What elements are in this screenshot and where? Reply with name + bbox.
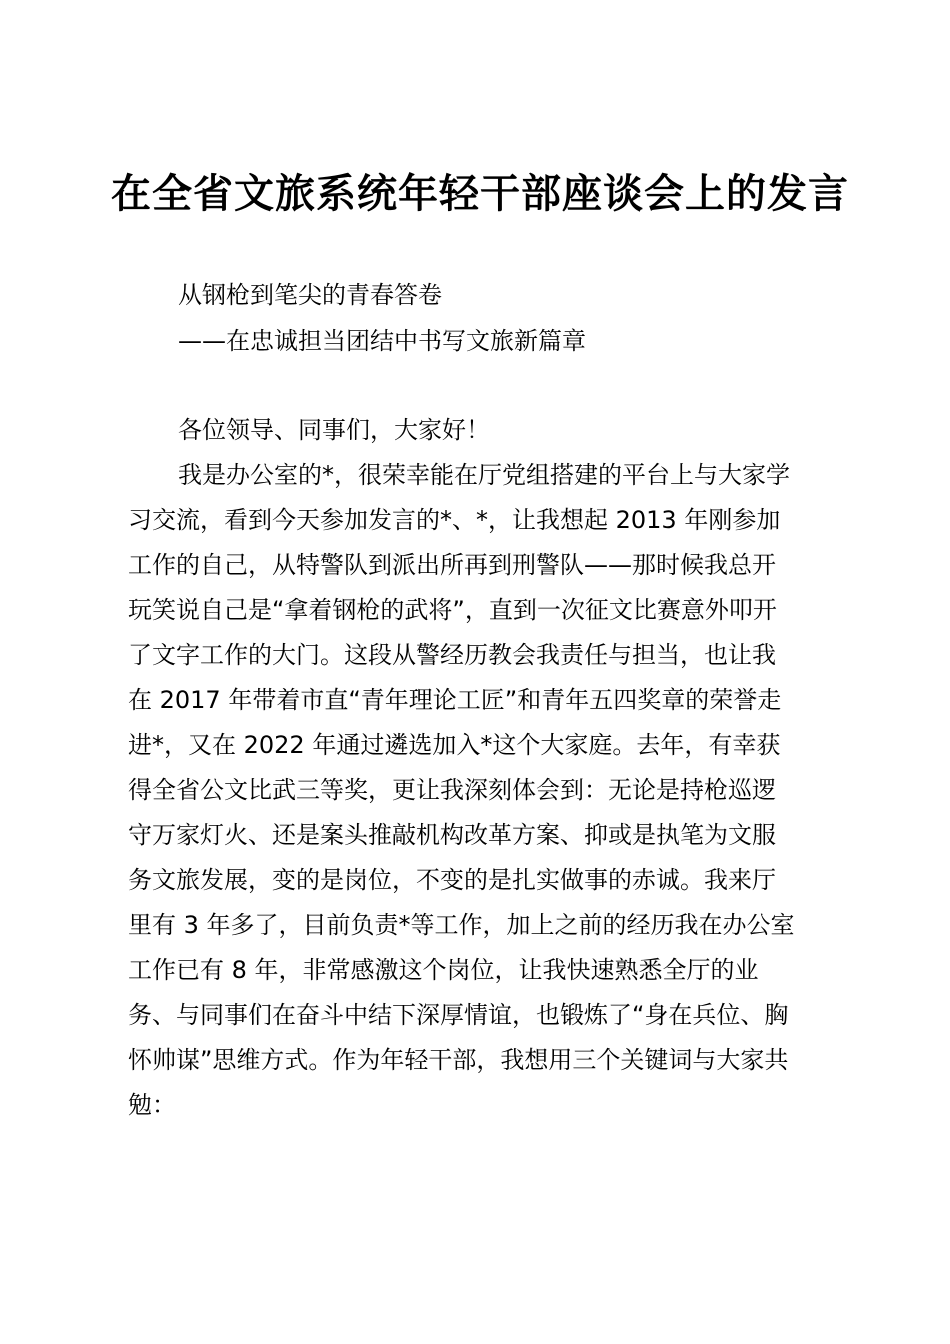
- body-line: 我是办公室的*，很荣幸能在厅党组搭建的平台上与大家学: [178, 461, 790, 489]
- body-line: 勉：: [128, 1091, 176, 1119]
- body-line: 务、与同事们在奋斗中结下深厚情谊，也锻炼了“身在兵位、胸: [128, 1001, 789, 1029]
- greeting-line: 各位领导、同事们，大家好！: [178, 416, 490, 444]
- document-subtitle-secondary: ——在忠诚担当团结中书写文旅新篇章: [178, 327, 586, 355]
- body-line: 了文字工作的大门。这段从警经历教会我责任与担当，也让我: [128, 641, 776, 669]
- body-line: 在 2017 年带着市直“青年理论工匠”和青年五四奖章的荣誉走: [128, 686, 782, 714]
- body-line: 工作的自己，从特警队到派出所再到刑警队——那时候我总开: [128, 551, 776, 579]
- body-line: 得全省公文比武三等奖，更让我深刻体会到：无论是持枪巡逻: [128, 776, 776, 804]
- document-title: 在全省文旅系统年轻干部座谈会上的发言: [111, 171, 849, 217]
- body-line: 玩笑说自己是“拿着钢枪的武将”，直到一次征文比赛意外叩开: [128, 596, 777, 624]
- body-line: 守万家灯火、还是案头推敲机构改革方案、抑或是执笔为文服: [128, 821, 776, 849]
- body-line: 怀帅谋”思维方式。作为年轻干部，我想用三个关键词与大家共: [128, 1046, 789, 1074]
- body-line: 习交流，看到今天参加发言的*、*，让我想起 2013 年刚参加: [128, 506, 781, 534]
- body-line: 工作已有 8 年，非常感激这个岗位，让我快速熟悉全厅的业: [128, 956, 759, 984]
- body-line: 务文旅发展，变的是岗位，不变的是扎实做事的赤诚。我来厅: [128, 866, 776, 894]
- document-subtitle: 从钢枪到笔尖的青春答卷: [178, 281, 442, 309]
- body-line: 进*，又在 2022 年通过遴选加入*这个大家庭。去年，有幸获: [128, 731, 781, 759]
- body-line: 里有 3 年多了，目前负责*等工作，加上之前的经历我在办公室: [128, 911, 795, 939]
